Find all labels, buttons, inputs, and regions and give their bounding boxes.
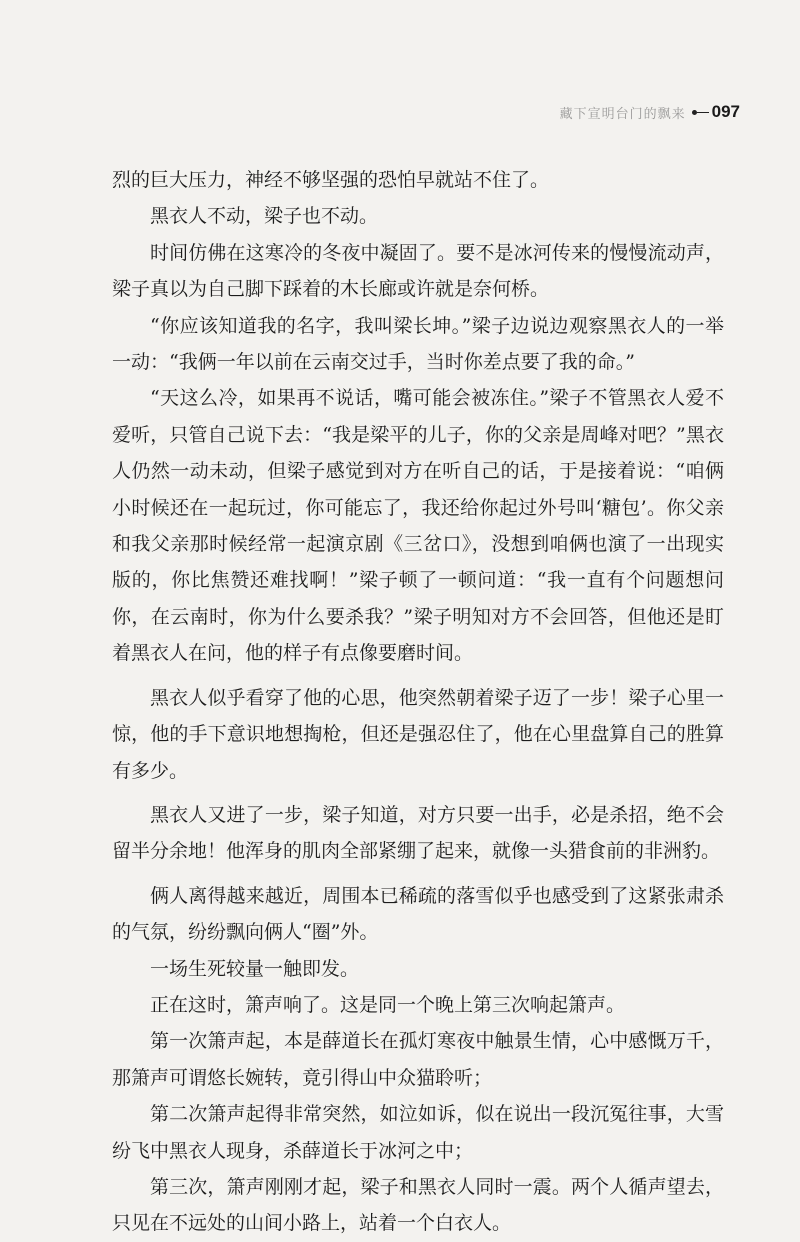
running-header-title: 藏下宣明台门的飘来: [559, 106, 686, 122]
page-number: 097: [711, 102, 740, 121]
paragraph: 烈的巨大压力，神经不够坚强的恐怕早就站不住了。: [112, 169, 550, 191]
paragraph: 第一次箫声起，本是薛道长在孤灯寒夜中触景生情，心中感慨万千，那箫声可谓悠长婉转，竟引得山中众猫聆听；: [112, 1030, 724, 1089]
paragraph: 黑衣人不动，梁子也不动。: [150, 205, 379, 228]
paragraph: 时间仿佛在这寒冷的冬夜中凝固了。要不是冰河传来的慢慢流动声，梁子真以为自己脚下踩着的木长廊或许就是奈何桥。: [112, 241, 724, 301]
paragraph: 第三次，箫声刚刚才起，梁子和黑衣人同时一震。两个人循声望去，只见在不远处的山间小路上，站着一个白衣人。: [112, 1175, 724, 1235]
paragraph: 第二次箫声起得非常突然，如泣如诉，似在说出一段沉冤往事，大雪纷飞中黑衣人现身，杀薛道长于冰河之中；: [112, 1103, 724, 1162]
paragraph: 一场生死较量一触即发。: [150, 957, 360, 980]
paragraph: “天这么冷，如果再不说话，嘴可能会被冻住。”梁子不管黑衣人爱不爱听，只管自己说下去：“我是梁平的儿子，你的父亲是周峰对吧？”黑衣人仍然一动未动，但梁子感觉到对方在听自己的话，于是接着说：“咱俩小时候还在一起玩过，你可能忘了，我还给你起过外号叫‘糖包’。你父亲和我父亲那时候经常一起演京剧《三岔口》，没想到咱俩也演了一出现实版的，你比焦赞还难找啊！”梁子顿了一顿问道：“我一直有个问题想问你，在云南时，你为什么要杀我？”梁子明知对方不会回答，但他还是盯着黑衣人在问，他的样子有点像要磨时间。: [112, 387, 724, 665]
paragraph: 黑衣人又进了一步，梁子知道，对方只要一出手，必是杀招，绝不会留半分余地！他浑身的肌肉全部紧绷了起来，就像一头猎食前的非洲豹。: [112, 803, 724, 863]
paragraph: 黑衣人似乎看穿了他的心思，他突然朝着梁子迈了一步！梁子心里一惊，他的手下意识地想掏枪，但还是强忍住了，他在心里盘算自己的胜算有多少。: [112, 686, 724, 782]
paragraph: 俩人离得越来越近，周围本已稀疏的落雪似乎也感受到了这紧张肃杀的气氛，纷纷飘向俩人“圈”外。: [112, 884, 724, 944]
paragraph: “你应该知道我的名字，我叫梁长坤。”梁子边说边观察黑衣人的一举一动：“我俩一年以前在云南交过手，当时你差点要了我的命。”: [112, 314, 724, 374]
paragraph: 正在这时，箫声响了。这是同一个晚上第三次响起箫声。: [150, 993, 626, 1016]
running-header: [470, 100, 740, 124]
page-marker-icon: [692, 109, 710, 116]
body-text: [112, 162, 724, 1242]
